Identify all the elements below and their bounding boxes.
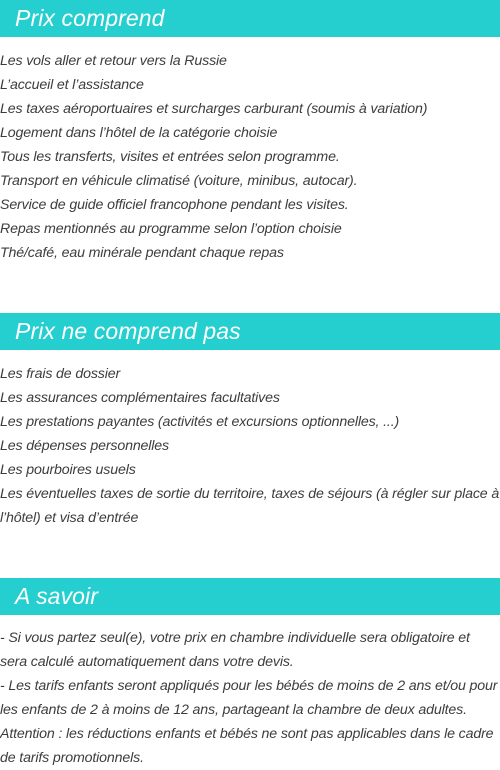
- list-item: Les vols aller et retour vers la Russie: [0, 53, 227, 69]
- list-item: Thé/café, eau minérale pendant chaque repas: [0, 245, 284, 261]
- list-item: Logement dans l’hôtel de la catégorie choisie: [0, 125, 278, 141]
- section-body: [0, 37, 500, 265]
- section-header-prix-ne-comprend-pas: [0, 313, 500, 350]
- list-item: Les pourboires usuels: [0, 462, 136, 478]
- section-body: [0, 615, 500, 770]
- list-item: Service de guide officiel francophone pendant les visites.: [0, 197, 349, 213]
- info-paragraph: - Les tarifs enfants seront appliqués pour les bébés de moins de 2 ans et/ou pour les enfants de 2 à moins de 12 ans, partageant la chambre de deux adultes.: [0, 678, 498, 718]
- info-paragraph: Attention : les réductions enfants et bébés ne sont pas applicables dans le cadre de tarifs promotionnels.: [0, 726, 494, 766]
- list-item: Les prestations payantes (activités et excursions optionnelles, ...): [0, 414, 400, 430]
- section-title: Prix comprend: [15, 4, 165, 31]
- section-prix-ne-comprend-pas: [0, 313, 500, 530]
- list-item: Transport en véhicule climatisé (voiture, minibus, autocar).: [0, 173, 358, 189]
- section-title: Prix ne comprend pas: [15, 317, 241, 344]
- list-item: Les frais de dossier: [0, 366, 121, 382]
- list-item: Repas mentionnés au programme selon l’option choisie: [0, 221, 342, 237]
- list-item: L’accueil et l’assistance: [0, 77, 144, 93]
- list-item: Les assurances complémentaires facultatives: [0, 390, 280, 406]
- section-header-prix-comprend: [0, 0, 500, 37]
- section-title: A savoir: [15, 582, 99, 609]
- section-prix-comprend: [0, 0, 500, 265]
- list-item: Les dépenses personnelles: [0, 438, 169, 454]
- list-item: Tous les transferts, visites et entrées selon programme.: [0, 149, 340, 165]
- list-item: Les éventuelles taxes de sortie du territoire, taxes de séjours (à régler sur place à l’hôtel) et visa d’entrée: [0, 486, 500, 526]
- section-body: [0, 350, 500, 530]
- section-a-savoir: [0, 578, 500, 770]
- list-item: Les taxes aéroportuaires et surcharges carburant (soumis à variation): [0, 101, 428, 117]
- info-paragraph: - Si vous partez seul(e), votre prix en chambre individuelle sera obligatoire et sera calculé automatiquement dans votre devis.: [0, 630, 470, 670]
- section-header-a-savoir: [0, 578, 500, 615]
